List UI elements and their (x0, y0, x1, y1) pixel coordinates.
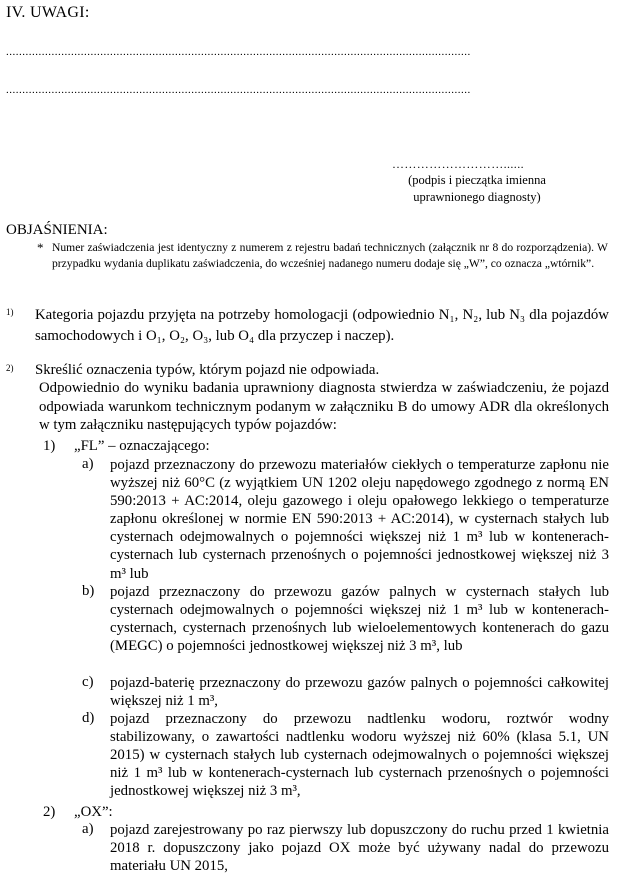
fl-item-d-letter: d) (82, 710, 95, 726)
ox-item-a-letter: a) (82, 821, 94, 837)
ox-number: 2) (43, 804, 56, 820)
note1-text: Kategoria pojazdu przyjęta na potrzeby homologacji (odpowiednio N₁, N₂, lub N₃ dla pojazdów samochodowych i O₁, O₂, O₃, lub O₄ dla przyczep i naczep). (35, 307, 609, 344)
fl-item-d-text: pojazd przeznaczony do przewozu nadtlenku wodoru, roztwór wodny stabilizowany, o zawartości nadtlenku wodoru wyższej niż 60% (klasa 5.1, UN 2015) w cysternach stałych lub cysternach odejmowalnych o pojemności większej niż 1 m³ lub w kontenerach-cysternach lub cysternach przenośnych o pojemności jednostkowej większej niż 3 m³, (110, 711, 609, 800)
fl-item-c-text: pojazd-baterię przeznaczony do przewozu gazów palnych o pojemności całkowitej większej niż 1 m³, (110, 675, 609, 710)
signature-caption (392, 172, 562, 206)
signature-line: ………………………...... (392, 157, 524, 171)
ox-heading: „OX”: (74, 804, 113, 820)
fl-item-a-text: pojazd przeznaczony do przewozu materiałów ciekłych o temperaturze zapłonu nie wyższej niż 60°C (z wyjątkiem UN 1202 oleju napędowego zgodnego z normą EN 590:2013 + AC:2014, oleju gazowego i oleju opałowego lekkiego o temperaturze zapłonu określonej w normie EN 590:2013 + AC:2014), w cysternach stałych lub cysternach odejmowalnych o pojemności większej niż 1 m³ lub w kontenerach-cysternach lub cysternach przenośnych o pojemności jednostkowej większej niż 3 m³ lub (110, 457, 609, 582)
note1-marker: 1) (6, 307, 14, 317)
fl-item-b-letter: b) (82, 583, 95, 599)
note2-body: Odpowiednio do wyniku badania uprawniony diagnosta stwierdza w zaświadczeniu, że pojazd odpowiada warunkom technicznym podanym w załączniku B do umowy ADR dla określonych w tym załączniku następujących typów pojazdów: (39, 380, 609, 433)
note2-line1: Skreślić oznaczenia typów, którym pojazd nie odpowiada. (35, 362, 380, 378)
explanations-title: OBJAŚNIENIA: (6, 222, 108, 238)
remarks-line-2: ............................................................................................................................................... (6, 84, 471, 96)
signature-caption-line1: (podpis i pieczątka imienna (408, 173, 546, 187)
remarks-line-1: ............................................................................................................................................... (6, 46, 471, 58)
star-marker: * (37, 240, 44, 255)
ox-item-a-text: pojazd zarejestrowany po raz pierwszy lub dopuszczony do ruchu przed 1 kwietnia 2018 r. dopuszczony jako pojazd OX może być używany nadal do przewozu materiału UN 2015, (110, 822, 609, 875)
fl-number: 1) (43, 438, 56, 454)
section-title: IV. UWAGI: (6, 4, 90, 21)
note2-marker: 2) (6, 363, 14, 373)
fl-heading: „FL” – oznaczającego: (74, 438, 210, 454)
fl-item-b-text: pojazd przeznaczony do przewozu gazów palnych w cysternach stałych lub cysternach odejmowalnych o pojemności większej niż 1 m³ lub w kontenerach-cysternach, cysternach przenośnych lub wieloelementowych kontenerach do gazu (MEGC) o pojemności jednostkowej większej niż 3 m³, lub (110, 584, 609, 655)
star-note: Numer zaświadczenia jest identyczny z numerem z rejestru badań technicznych (załącznik nr 8 do rozporządzenia). W przypadku wydania duplikatu zaświadczenia, do wcześniej nadanego numeru dodaje się „W”, co oznacza „wtórnik”. (52, 241, 608, 270)
signature-caption-line2: uprawnionego diagnosty) (413, 190, 541, 204)
fl-item-a-letter: a) (82, 456, 94, 472)
fl-item-c-letter: c) (82, 674, 94, 690)
